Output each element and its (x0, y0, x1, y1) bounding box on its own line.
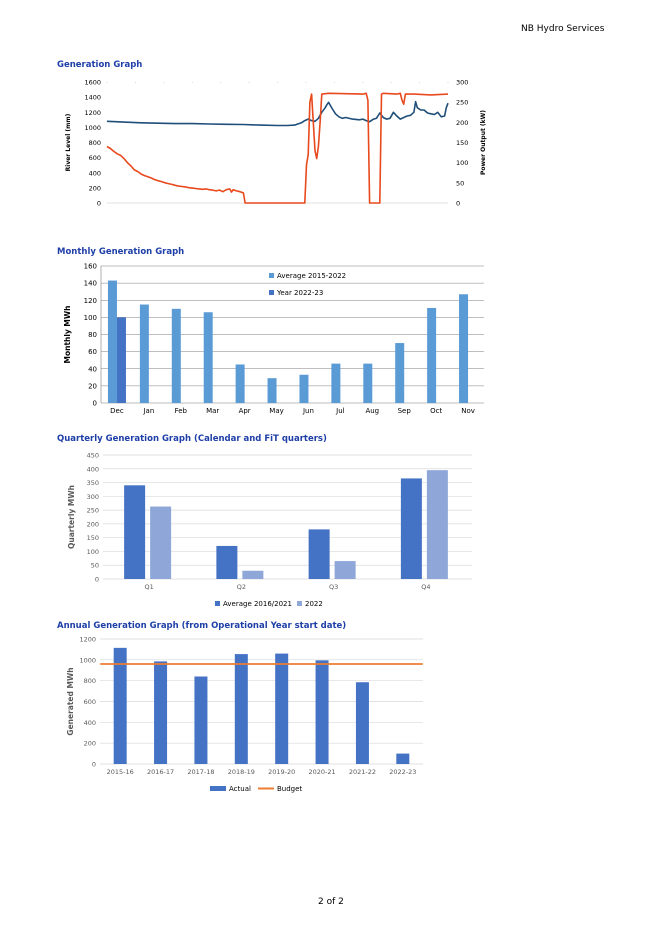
y2-tick-label: 150 (456, 139, 469, 147)
y-tick-label: 100 (86, 547, 99, 556)
y-tick-label: 1400 (84, 93, 101, 102)
y-tick-label: 800 (83, 677, 96, 686)
x-tick-label: Q2 (236, 583, 247, 591)
bar-2022 (335, 561, 356, 579)
bar-actual (396, 754, 409, 764)
y-tick-label: 0 (92, 399, 97, 408)
y-tick-label: 80 (88, 331, 97, 339)
bar-average (124, 485, 145, 579)
bar-average (268, 378, 277, 403)
y2-tick-label: 300 (456, 78, 469, 87)
bar-average (395, 343, 404, 403)
power-output-line (107, 93, 448, 203)
generation-chart (0, 70, 659, 215)
x-tick-label: Q4 (421, 583, 431, 591)
y-tick-label: 140 (83, 279, 97, 288)
bar-average (216, 546, 237, 579)
generation-graph-title: Generation Graph (57, 60, 143, 70)
y-tick-label: 60 (88, 348, 97, 357)
y-tick-label: 200 (83, 739, 96, 748)
bar-average (108, 281, 117, 403)
bar-year (117, 317, 126, 403)
legend-swatch-average (269, 273, 274, 278)
y-tick-label: 50 (90, 561, 99, 570)
y-tick-label: 1600 (84, 78, 101, 87)
bar-average (309, 529, 330, 579)
bar-actual (275, 654, 288, 764)
x-tick-label: Apr (238, 407, 251, 415)
bar-average (459, 294, 468, 403)
y-tick-label: 160 (83, 262, 97, 271)
bar-actual (316, 660, 329, 764)
legend-label-year: Year 2022-23 (277, 289, 324, 297)
y-tick-label: 150 (86, 534, 99, 543)
x-tick-label: 2018-19 (227, 768, 255, 776)
y-tick-label: 20 (88, 382, 97, 391)
quarterly-graph-title: Quarterly Generation Graph (Calendar and FiT quarters) (57, 434, 327, 444)
x-tick-label: May (269, 407, 284, 415)
y-tick-label: 400 (86, 465, 99, 474)
y-tick-label: 40 (88, 365, 97, 374)
bar-average (363, 364, 372, 403)
annual-graph-title: Annual Generation Graph (from Operational Year start date) (57, 621, 347, 631)
y2-tick-label: 50 (456, 179, 465, 188)
x-tick-label: 2015-16 (106, 768, 134, 776)
x-tick-label: Dec (110, 407, 124, 415)
bar-average (401, 478, 422, 579)
x-tick-label: Jun (302, 407, 314, 415)
monthly-graph-title: Monthly Generation Graph (57, 247, 185, 257)
x-tick-label: 2019-20 (268, 768, 296, 776)
bar-2022 (242, 571, 263, 579)
bar-actual (114, 648, 127, 764)
x-tick-label: Jan (143, 407, 155, 415)
y-tick-label: 250 (86, 506, 99, 515)
y-tick-label: 0 (91, 760, 96, 769)
river-level-line (107, 102, 448, 126)
x-tick-label: 2021-22 (348, 768, 377, 776)
y-tick-label: 300 (86, 492, 99, 501)
monthly-chart (0, 258, 659, 423)
y-tick-label: 200 (88, 184, 101, 193)
bar-average (204, 312, 213, 403)
x-tick-label: Q3 (328, 583, 339, 591)
y-tick-label: 1200 (84, 108, 101, 117)
legend-label-actual: Actual (229, 785, 251, 793)
y-tick-label: 200 (86, 520, 99, 529)
quarterly-chart (0, 446, 659, 614)
legend-label-average: Average 2015-2022 (277, 272, 347, 280)
bar-2022 (150, 507, 171, 579)
legend-swatch-average (215, 601, 220, 606)
bar-average (236, 364, 245, 403)
y-axis-label: Quarterly MWh (67, 485, 76, 549)
y-tick-label: 0 (96, 199, 101, 208)
y2-tick-label: 200 (456, 118, 469, 127)
y-tick-label: 400 (83, 718, 96, 727)
x-tick-label: 2020-21 (308, 768, 336, 776)
y-tick-label: 1000 (79, 656, 96, 665)
x-tick-label: Jul (336, 407, 345, 415)
bar-average (427, 308, 436, 403)
company-name: NB Hydro Services (521, 24, 605, 34)
x-tick-label: 2017-18 (187, 768, 215, 776)
x-tick-label: Q1 (144, 583, 154, 591)
y2-axis-label: Power Output (kW) (480, 109, 487, 176)
y-axis-label: Generated MWh (66, 667, 75, 736)
bar-average (140, 305, 149, 403)
x-tick-label: Oct (430, 407, 443, 415)
y-tick-label: 600 (88, 154, 101, 163)
x-tick-label: Mar (206, 407, 220, 415)
y-axis-label: Monthly MWh (63, 305, 72, 364)
y-tick-label: 120 (83, 296, 97, 305)
annual-chart (0, 630, 659, 800)
x-tick-label: Feb (174, 407, 187, 415)
x-tick-label: Nov (461, 407, 475, 415)
bar-2022 (427, 470, 448, 579)
y2-tick-label: 250 (456, 98, 469, 107)
x-tick-label: 2022-23 (389, 768, 417, 776)
y-tick-label: 600 (83, 698, 96, 706)
y-tick-label: 450 (86, 451, 99, 460)
y-tick-label: 0 (94, 575, 99, 584)
x-tick-label: Aug (365, 407, 380, 415)
legend-label-budget: Budget (277, 785, 303, 793)
y2-tick-label: 100 (456, 159, 469, 168)
bar-average (172, 309, 181, 403)
bar-average (331, 364, 340, 403)
y-tick-label: 1200 (79, 635, 96, 644)
bar-actual (235, 654, 248, 764)
y-axis-label: River Level (mm) (65, 113, 72, 172)
page-number: 2 of 2 (318, 897, 344, 907)
y-tick-label: 350 (86, 479, 99, 488)
legend-label-2022: 2022 (305, 600, 323, 608)
bar-actual (154, 661, 167, 764)
legend-label-average: Average 2016/2021 (223, 600, 292, 608)
legend-swatch-2022 (297, 601, 302, 606)
y2-tick-label: 0 (456, 199, 461, 208)
legend-swatch-year (269, 290, 274, 295)
x-tick-label: 2016-17 (146, 768, 175, 776)
bar-actual (194, 677, 207, 765)
y-tick-label: 100 (83, 313, 97, 322)
y-tick-label: 800 (88, 139, 101, 147)
bar-average (299, 375, 308, 403)
y-tick-label: 400 (88, 169, 101, 178)
bar-actual (356, 682, 369, 764)
y-tick-label: 1000 (84, 123, 101, 132)
x-tick-label: Sep (397, 407, 411, 415)
legend-swatch-actual (210, 786, 226, 791)
